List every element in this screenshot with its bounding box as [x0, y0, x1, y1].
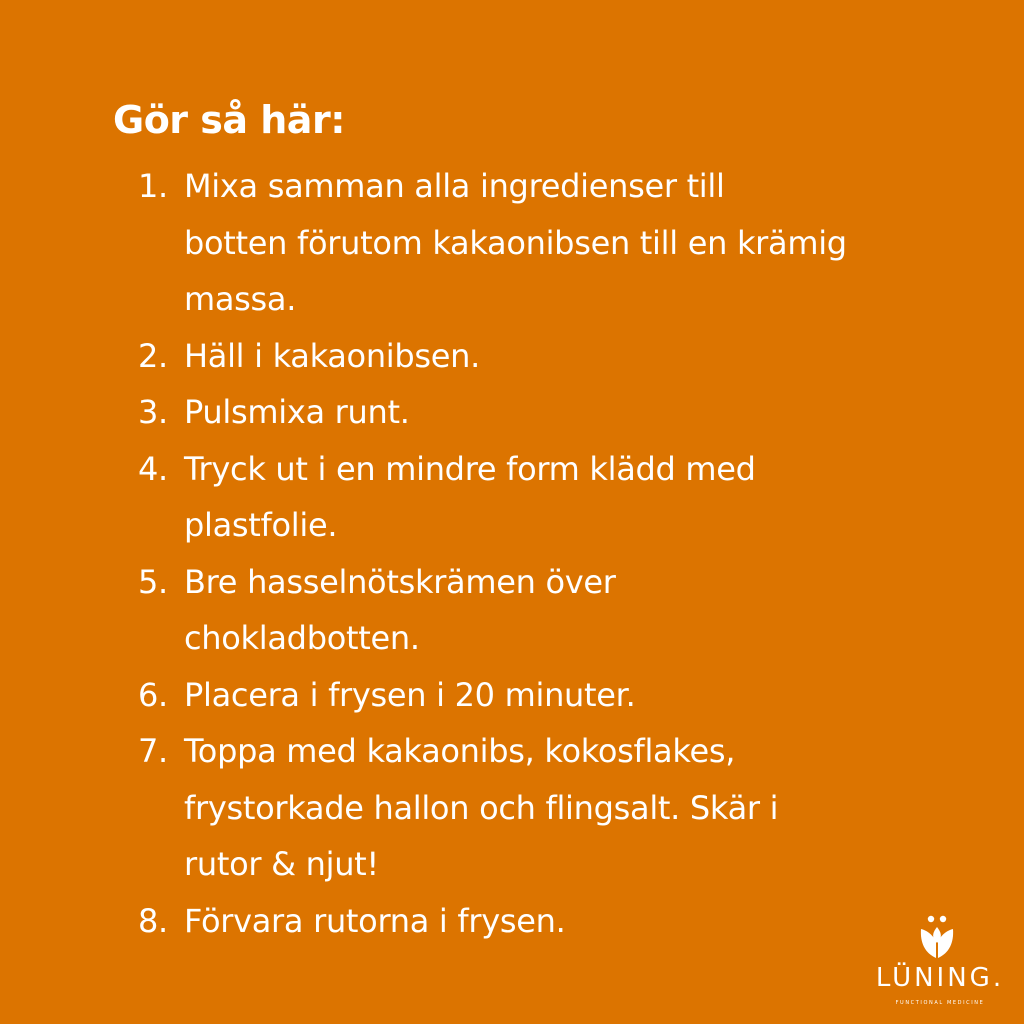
step-text: Förvara rutorna i frysen. — [184, 901, 566, 940]
steps-list — [138, 158, 958, 949]
step-5 — [138, 554, 958, 667]
brand-logo — [872, 915, 1008, 1015]
step-number: 7. — [138, 732, 168, 770]
step-number: 1. — [138, 167, 168, 205]
step-6 — [138, 667, 958, 724]
step-text: Mixa samman alla ingredienser till botten förutom kakaonibsen till en krämig massa. — [184, 167, 847, 318]
step-text: Toppa med kakaonibs, kokosflakes, frystorkade hallon och flingsalt. Skär i rutor & njut! — [184, 732, 779, 883]
step-7 — [138, 723, 958, 893]
step-text: Pulsmixa runt. — [184, 393, 410, 431]
brand-tagline: FUNCTIONAL MEDICINE — [895, 1000, 985, 1006]
step-4 — [138, 441, 958, 554]
step-number: 4. — [138, 449, 168, 488]
step-number: 5. — [138, 562, 168, 601]
tulip-logo-icon — [916, 915, 958, 961]
step-text: Placera i frysen i 20 minuter. — [184, 675, 636, 714]
brand-name: LÜNING. — [875, 963, 1005, 993]
step-text: Häll i kakaonibsen. — [184, 336, 481, 375]
step-1 — [138, 158, 958, 328]
page-heading: Gör så här: — [113, 98, 345, 142]
step-3 — [138, 384, 958, 441]
step-8 — [138, 893, 958, 950]
step-number: 2. — [138, 336, 168, 375]
step-text: Tryck ut i en mindre form klädd med plastfolie. — [184, 449, 756, 544]
step-number: 3. — [138, 393, 168, 431]
step-2 — [138, 328, 958, 385]
step-text: Bre hasselnötskrämen över chokladbotten. — [184, 562, 616, 657]
step-number: 6. — [138, 675, 168, 714]
step-number: 8. — [138, 901, 168, 940]
